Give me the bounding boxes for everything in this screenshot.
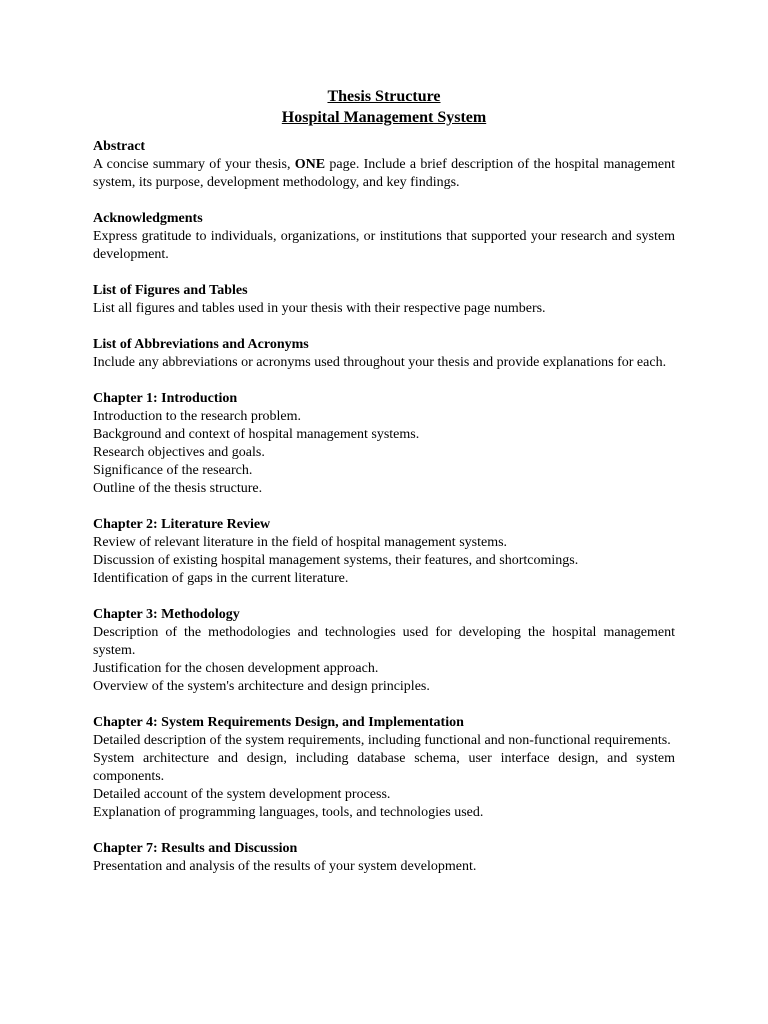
emphasis-text: ONE [294, 157, 326, 172]
title-block [93, 86, 675, 128]
section-line: Overview of the system's architecture and design principles. [93, 679, 430, 694]
document-title: Thesis Structure [327, 88, 441, 105]
section-chapter-7 [93, 840, 675, 876]
section-acknowledgments [93, 210, 675, 264]
section-line: Identification of gaps in the current literature. [93, 571, 349, 586]
section-line: Research objectives and goals. [93, 445, 265, 460]
section-line: Significance of the research. [93, 463, 253, 478]
section-paragraph: Express gratitude to individuals, organizations, or institutions that supported your research and system development. [93, 229, 675, 262]
section-line: Introduction to the research problem. [93, 409, 301, 424]
section-line: Description of the methodologies and technologies used for developing the hospital management system. [93, 625, 675, 658]
section-list-of-figures [93, 282, 675, 318]
section-paragraph: Include any abbreviations or acronyms used throughout your thesis and provide explanations for each. [93, 355, 667, 370]
section-line: Justification for the chosen development approach. [93, 661, 379, 676]
section-line: Discussion of existing hospital management systems, their features, and shortcomings. [93, 553, 579, 568]
section-heading: Acknowledgments [93, 211, 203, 226]
section-heading: Chapter 1: Introduction [93, 391, 238, 406]
section-line: System architecture and design, including database schema, user interface design, and system components. [93, 751, 675, 784]
section-line: Detailed description of the system requirements, including functional and non-functional requirements. [93, 733, 671, 748]
section-line: Outline of the thesis structure. [93, 481, 263, 496]
section-abstract [93, 138, 675, 192]
section-abbreviations [93, 336, 675, 372]
section-line: Review of relevant literature in the field of hospital management systems. [93, 535, 508, 550]
document-page [93, 86, 675, 894]
section-heading: Chapter 7: Results and Discussion [93, 841, 298, 856]
document-subtitle: Hospital Management System [281, 109, 487, 126]
section-chapter-2 [93, 516, 675, 588]
section-line: Detailed account of the system development process. [93, 787, 391, 802]
section-line: Background and context of hospital management systems. [93, 427, 420, 442]
section-heading: List of Figures and Tables [93, 283, 248, 298]
section-line: Explanation of programming languages, tools, and technologies used. [93, 805, 484, 820]
section-heading: List of Abbreviations and Acronyms [93, 337, 309, 352]
section-heading: Chapter 2: Literature Review [93, 517, 271, 532]
section-heading: Abstract [93, 139, 146, 154]
section-line: Presentation and analysis of the results of your system development. [93, 859, 477, 874]
paragraph-text: A concise summary of your thesis, [93, 157, 295, 172]
section-chapter-1 [93, 390, 675, 498]
section-paragraph: List all figures and tables used in your thesis with their respective page numbers. [93, 301, 546, 316]
section-chapter-4 [93, 714, 675, 822]
paragraph-text: page. Include a brief description of the hospital management system, its purpose, development methodology, and key findings. [93, 157, 675, 190]
section-heading: Chapter 3: Methodology [93, 607, 240, 622]
section-heading: Chapter 4: System Requirements Design, and Implementation [93, 715, 464, 730]
section-paragraph [93, 156, 675, 192]
section-chapter-3 [93, 606, 675, 696]
